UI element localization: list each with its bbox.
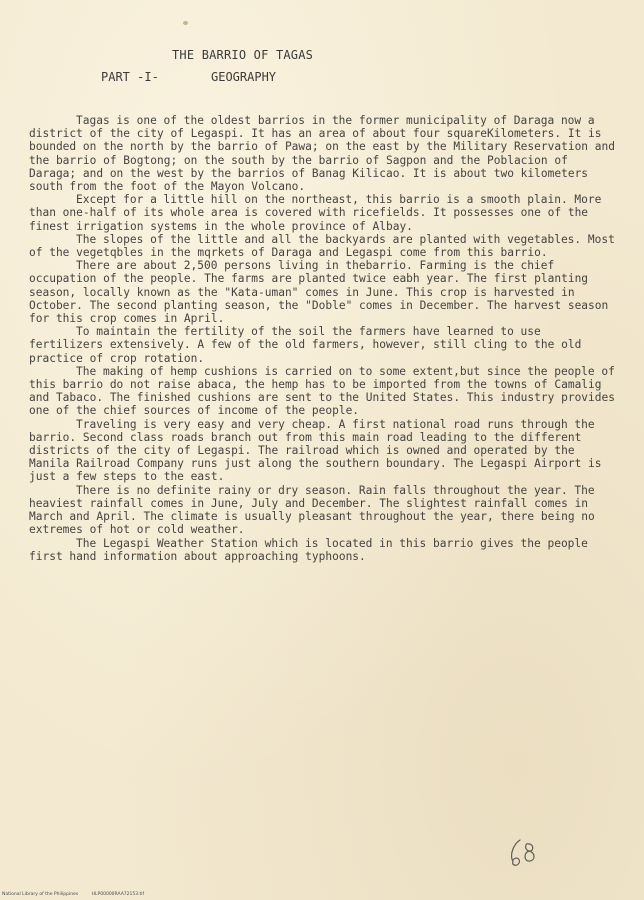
paragraph-location: Tagas is one of the oldest barrios in the former municipality of Daraga now a district of the city of Legaspi. It has an area of about four squareKilometers. It is bounded on the north by the barrio of Pawa; on the east by the Military Reservation and the barrio of Bogtong; on the south by the barrio of Sagpon and the Poblacion of Daraga; and on the west by the barrios of Banag Kilicao. It is about two kilometers south from the foot of the Mayon Volcano.: [29, 114, 615, 194]
paragraph-hemp: The making of hemp cushions is carried on to some extent,but since the people of this barrio do not raise abaca, the hemp has to be imported from the towns of Camalig and Tabaco. The finished cushions are sent to the United States. This industry provides one of the chief sources of income of the people.: [29, 364, 615, 418]
paper-speck: [183, 21, 188, 25]
body-text: [29, 114, 619, 563]
paragraph-weather-station: The Legaspi Weather Station which is located in this barrio gives the people first hand information about approaching typhoons.: [29, 536, 588, 563]
paragraph-population: There are about 2,500 persons living in thebarrio. Farming is the chief occupation of the people. The farms are planted twice eabh year. The first planting season, locally known as the "Kata-uman" comes in June. This crop is harvested in October. The second planting season, the "Doble" comes in December. The harvest season for this crop comes in April.: [29, 259, 609, 326]
part-name: GEOGRAPHY: [211, 70, 277, 84]
document-title: THE BARRIO OF TAGAS: [172, 48, 314, 62]
paragraph-vegetables: The slopes of the little and all the backyards are planted with vegetables. Most of the vegetqbles in the mqrkets of Daraga and Legaspi come from this barrio.: [29, 232, 615, 260]
archive-footer: [2, 892, 156, 897]
paragraph-climate: There is no definite rainy or dry season. Rain falls throughout the year. The heaviest rainfall comes in June, July and December. The slightest rainfall comes in March and April. The climate is usually pleasant throughout the year, there being no extremes of hot or cold weather.: [29, 483, 595, 537]
footer-library: National Library of the Philippines: [2, 892, 79, 897]
paragraph-terrain: Except for a little hill on the northeast, this barrio is a smooth plain. More than one-half of its whole area is covered with ricefields. It possesses one of the finest irrigation systems in the whole province of Albay.: [29, 193, 602, 233]
paragraph-travel: Traveling is very easy and very cheap. A first national road runs through the barrio. Second class roads branch out from this main road leading to the different districts of the city of Legaspi. The railroad which is owned and operated by the Manila Railroad Company runs just along the southern boundary. The Legaspi Airport is just a few steps to the east.: [29, 417, 602, 484]
footer-file-id: HLP00000RAA72153.tif: [91, 892, 145, 897]
part-heading: [101, 70, 276, 84]
part-label: PART -I-: [101, 70, 159, 84]
handwritten-page-number: [505, 832, 543, 870]
paragraph-fertility: To maintain the fertility of the soil the farmers have learned to use fertilizers extensively. A few of the old farmers, however, still cling to the old practice of crop rotation.: [29, 325, 582, 365]
